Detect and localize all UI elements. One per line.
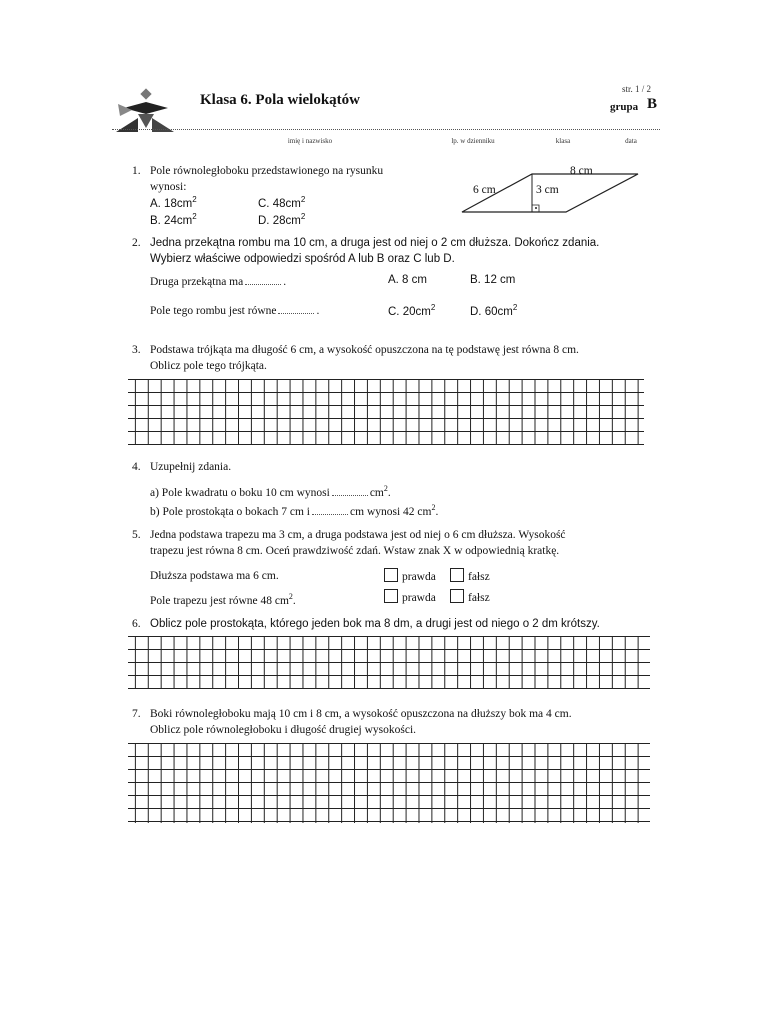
q2-option-a[interactable]: A. 8 cm <box>388 274 427 286</box>
q7-answer-grid[interactable] <box>128 743 650 823</box>
q1-text: 1. Pole równoległoboku przedstawionego na rysunku wynosi: <box>132 165 384 193</box>
group-label: grupa <box>610 101 639 113</box>
q1-option-c[interactable]: C. $48cm^2$ <box>258 195 306 210</box>
header-fields-line <box>112 129 660 130</box>
q5-statement1: Dłuższa podstawa ma 6 cm. <box>150 570 279 582</box>
q4-sentence-a: a) Pole kwadratu o boku 10 cm wynosi $cm^2$. <box>150 484 391 499</box>
q5-row2-false[interactable]: fałsz <box>450 589 490 606</box>
q6-answer-grid[interactable] <box>128 636 650 689</box>
q1-option-a[interactable]: A. $18cm^2$ <box>150 195 197 210</box>
q2-option-c[interactable]: C. $20cm^2$ <box>388 303 436 318</box>
q2-option-d[interactable]: D. $60cm^2$ <box>470 303 518 318</box>
q5-statement2: Pole trapezu jest równe 48 $cm^2$. <box>150 592 296 607</box>
q1-label-side: 6 cm <box>473 184 496 196</box>
page-title: Klasa 6. Pola wielokątów <box>200 92 360 108</box>
q6-text: 6. Oblicz pole prostokąta, którego jeden bok ma 8 dm, a drugi jest od niego o 2 dm krótszy. <box>132 618 600 630</box>
q1-label-height: 3 cm <box>536 184 559 196</box>
q1-option-b[interactable]: B. $24cm^2$ <box>150 212 197 227</box>
q5-row1-true[interactable]: prawda <box>384 568 436 585</box>
q2-text: 2. Jedna przekątna rombu ma 10 cm, a druga jest od niej o 2 cm dłuższa. Dokończ zdania. Wybierz właściwe odpowiedzi spośród A lub B oraz C lub D. <box>132 237 600 265</box>
field-number-label: lp. w dzienniku <box>451 137 495 145</box>
q3-answer-grid[interactable] <box>128 379 644 445</box>
q2-sentence2: Pole tego rombu jest równe . <box>150 305 320 317</box>
q4-text: 4. Uzupełnij zdania. <box>132 461 232 473</box>
q5-row2-true[interactable]: prawda <box>384 589 436 606</box>
field-name-label: imię i nazwisko <box>287 137 333 145</box>
q7-text: 7. Boki równoległoboku mają 10 cm i 8 cm, a wysokość opuszczona na dłuższy bok ma 4 cm. Oblicz pole równoległoboku i długość drugiej wysokości. <box>132 708 572 736</box>
q4-sentence-b: b) Pole prostokąta o bokach 7 cm i cm wynosi 42 $cm^2$. <box>150 503 439 518</box>
q2-option-b[interactable]: B. 12 cm <box>470 274 516 286</box>
field-date-label: data <box>625 137 637 145</box>
q1-label-top: 8 cm <box>570 165 593 177</box>
checkbox[interactable] <box>450 568 464 582</box>
group-value: B <box>647 96 658 112</box>
q2-sentence1: Druga przekątna ma . <box>150 276 287 288</box>
q3-text: 3. Podstawa trójkąta ma długość 6 cm, a wysokość opuszczona na tę podstawę jest równa 8 cm. Oblicz pole tego trójkąta. <box>132 344 579 372</box>
checkbox[interactable] <box>450 589 464 603</box>
q5-row1-false[interactable]: fałsz <box>450 568 490 585</box>
checkbox[interactable] <box>384 589 398 603</box>
page-number: str. 1 / 2 <box>622 84 652 94</box>
q1-option-d[interactable]: D. $28cm^2$ <box>258 212 306 227</box>
checkbox[interactable] <box>384 568 398 582</box>
q5-text: 5. Jedna podstawa trapezu ma 3 cm, a druga podstawa jest od niej o 6 cm dłuższa. Wysokość trapezu jest równa 8 cm. Oceń prawdziwość zdań. Wstaw znak X w odpowiednią kratkę. <box>132 529 566 557</box>
field-class-label: klasa <box>555 137 571 145</box>
